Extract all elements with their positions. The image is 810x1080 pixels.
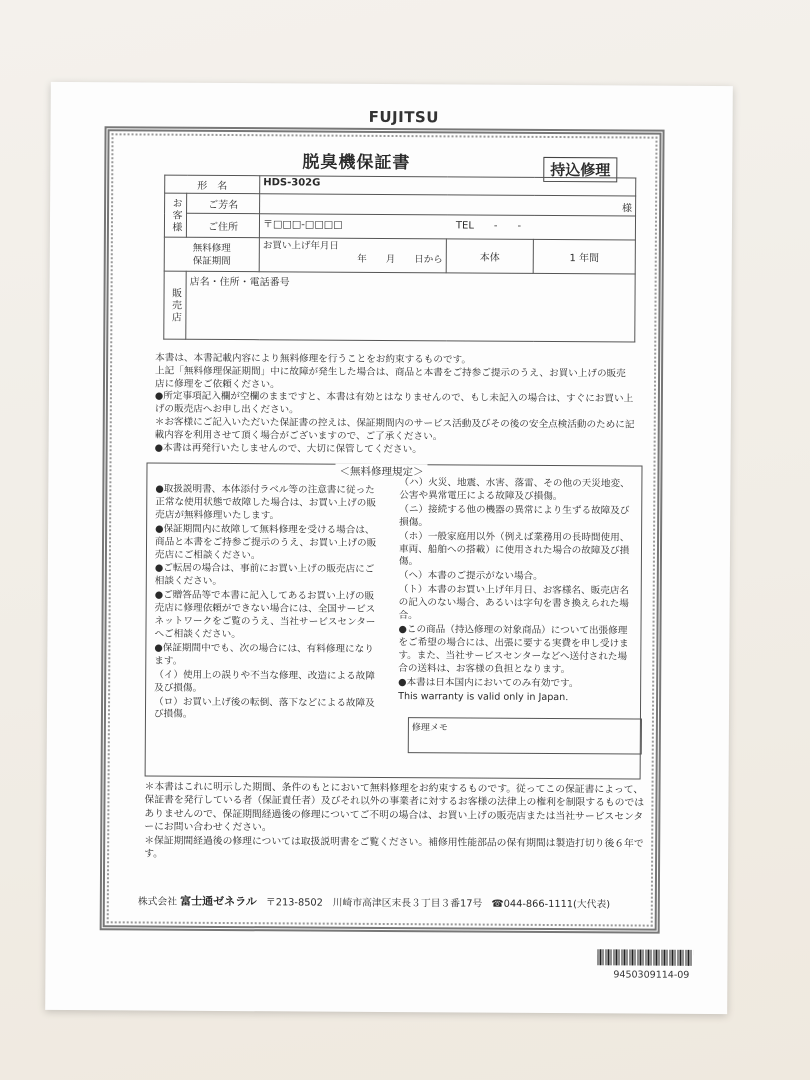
note-line: ●所定事項記入欄が空欄のままですと、本書は有効とはなりませんので、もし未記入の場合は、すぐにお買い上げの販売店へお申し出ください。 [154, 390, 634, 416]
company-phone: ☎044-866-1111(大代表) [491, 898, 611, 911]
unit-label: 本体 [446, 239, 533, 274]
repair-type-badge: 持込修理 [543, 157, 617, 182]
footer-note: ＊本書はこれに明示した期間、条件のもとにおいて無料修理をお約束するものです。従ってこの保証書によって、保証書を発行している者（保証責任者）及びそれ以外の事業者に対するお客様の法律上の権利を制限するものではありませんので、保証期間経過後の修理についてご不明の場合は、お買い上げの販売店または当社サービスセンターにお問い合わせください。 [144, 781, 645, 834]
name-suffix: 様 [622, 203, 633, 215]
rule-item: （ニ）接続する他の機器の異常により生ずる故障及び損傷。 [399, 503, 630, 528]
rule-item: （ロ）お買い上げ後の転倒、落下などによる故障及び損傷。 [153, 696, 375, 721]
rule-item: （ト）本書のお買い上げ年月日、お客様名、販売店名の記入のない場合、あるいは字句を書き換えられた場合。 [398, 584, 630, 622]
model-label: 形 名 [165, 175, 260, 194]
store-label: 販売店 [164, 271, 186, 339]
footer-notes [144, 781, 644, 864]
rule-item: ●本書は日本国内においてのみ有効です。 [398, 676, 579, 689]
customer-label: お客様 [164, 193, 186, 237]
rule-item: （ハ）火災、地震、水害、落雷、その他の天災地変、公害や異常電圧による故障及び損傷。 [399, 477, 630, 502]
unit-period: 1 年間 [533, 239, 635, 274]
note-line: 本書は、本書記載内容により無料修理を行うことをお約束するものです。 [155, 352, 472, 366]
company-address: 〒213-8502 川崎市高津区末長３丁目３番17号 [265, 897, 483, 910]
address-field[interactable] [259, 214, 635, 240]
rules-right-column [398, 477, 635, 706]
purchase-date-field[interactable] [259, 238, 446, 273]
barcode [597, 949, 693, 966]
rule-item: （ヘ）本書のご提示がない場合。 [398, 570, 543, 583]
rule-item: ●ご贈答品等で本書に記入してあるお買い上げの販売店に修理依頼ができない場合には、全国サービスネットワークをご覧のうえ、当社サービスセンターへご相談ください。 [154, 589, 376, 641]
name-field[interactable] [260, 194, 636, 216]
period-label-1: 無料修理 [192, 242, 231, 254]
rule-item: ●この商品（持込修理の対象商品）について出張修理をご希望の場合には、出張に要する実費を申し受けます。また、当社サービスセンターなどへ送付された場合の送料は、お客様の負担となります。 [398, 624, 629, 675]
page-title: 脱臭機保証書 [302, 152, 411, 174]
purchase-date-label: お買い上げ年月日 [262, 240, 339, 252]
rule-item: ●保証期間内に故障して無料修理を受ける場合は、商品と本書をご持参ご提示のうえ、お買い上げの販売店にご相談ください。 [154, 523, 377, 561]
rule-item: This warranty is valid only in Japan. [398, 690, 569, 703]
model-value: HDS-302G [260, 176, 636, 196]
note-line: ＊お客様にご記入いただいた保証書の控えは、保証期間内のサービス活動及びその後の安全点検活動のために記載内容を利用させて頂く場合がございますので、ご了承ください。 [154, 416, 635, 443]
postal-code: 〒□□□-□□□□ [262, 219, 343, 231]
store-fields-label: 店名・住所・電話番号 [189, 276, 290, 289]
tel-field: TEL - - [455, 220, 522, 232]
company-name: 富士通ゼネラル [180, 894, 257, 909]
rule-item: （イ）使用上の誤りや不当な修理、改造による故障及び損傷。 [154, 669, 375, 694]
warranty-period-label [164, 237, 259, 272]
purchase-date-value: 年 月 日から [357, 253, 443, 266]
warranty-card [45, 82, 733, 1014]
rule-item: （ホ）一般家庭用以外（例えば業務用の長時間使用、車両、船舶への搭載）に使用された場合の故障及び損傷。 [398, 530, 630, 568]
note-line: ●本書は再発行いたしませんので、大切に保管してください。 [154, 442, 422, 455]
memo-label: 修理メモ [411, 723, 448, 734]
warranty-notes [155, 353, 636, 458]
rule-item: ●ご転居の場合は、事前にお買い上げの販売店にご相談ください。 [154, 563, 375, 588]
address-label: ご住所 [186, 213, 259, 237]
registration-form [163, 175, 636, 343]
note-line: 上記「無料修理保証期間」中に故障が発生した場合は、商品と本書をご持参ご提示のうえ、お買い上げの販売店に修理をご依頼ください。 [154, 365, 626, 390]
store-field[interactable] [186, 271, 635, 342]
repair-memo-box[interactable] [408, 717, 642, 754]
fujitsu-logo: FUJITSU [368, 107, 439, 127]
rule-item: ●取扱説明書、本体添付ラベル等の注意書に従った正常な使用状態で故障した場合は、お買い上げの販売店が無料修理いたします。 [155, 483, 376, 522]
rules-left-column [154, 484, 383, 725]
rule-item: ●保証期間中でも、次の場合には、有料修理になります。 [154, 642, 374, 667]
footer-note: ＊保証期間経過後の修理については取扱説明書をご覧ください。補修用性能部品の保有期間は製造打切り後６年です。 [144, 835, 644, 860]
period-label-2: 保証期間 [192, 255, 231, 267]
rules-title: ＜無料修理規定＞ [335, 464, 427, 480]
barcode-number: 9450309114-09 [613, 969, 690, 981]
free-repair-rules [145, 463, 643, 780]
company-info [138, 892, 658, 911]
company-prefix: 株式会社 [137, 896, 178, 908]
name-label: ご芳名 [187, 193, 260, 213]
